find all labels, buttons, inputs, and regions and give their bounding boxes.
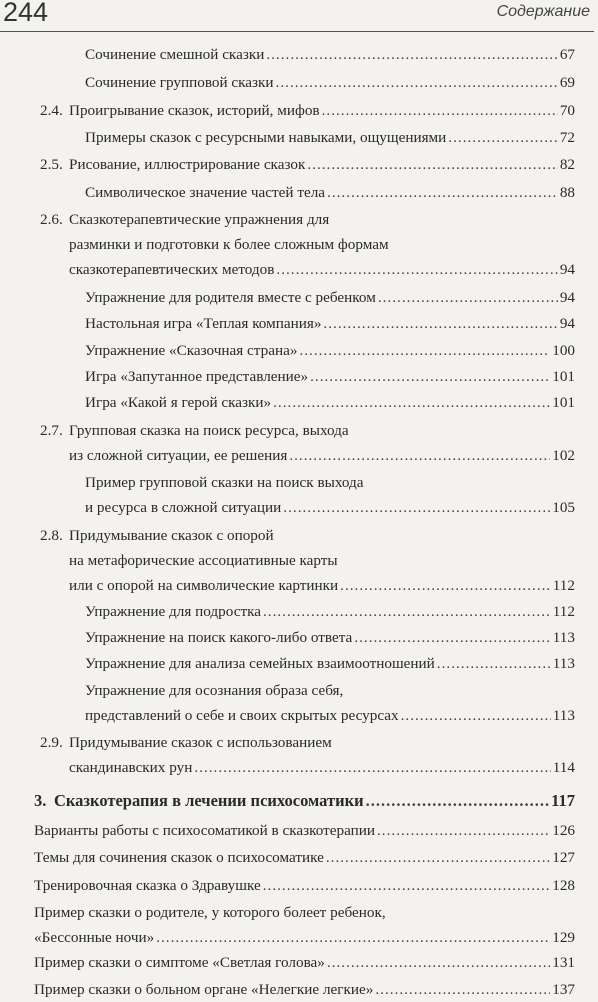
section-number: 3. [34, 791, 47, 810]
page-ref: 137 [552, 981, 575, 998]
toc-entry-title: Упражнение для осознания образа себя, [85, 682, 344, 699]
toc-entry-line [85, 651, 575, 676]
toc-entry[interactable] [85, 42, 575, 67]
toc-entry[interactable] [34, 977, 575, 1002]
page-ref: 102 [552, 447, 575, 464]
toc-entry-title: Пример сказки о больном органе «Нелегкие легкие» [34, 981, 374, 998]
dot-leader [437, 651, 551, 676]
toc-entry-title: скандинавских рун [69, 759, 193, 776]
toc-entry-line [85, 678, 575, 703]
toc-entry[interactable] [85, 180, 575, 205]
toc-entry-title: Придумывание сказок с опорой [69, 527, 274, 544]
toc-entry-title: Игра «Запутанное представление» [85, 368, 309, 385]
toc-entry-title: Сочинение смешной сказки [85, 46, 265, 63]
toc-entry-line [34, 925, 575, 950]
page-ref: 113 [552, 707, 575, 724]
toc-entry[interactable] [85, 470, 575, 520]
toc-entry-line [34, 950, 575, 975]
dot-leader [289, 443, 550, 468]
page-ref: 94 [559, 315, 575, 332]
page-ref: 127 [552, 849, 575, 866]
toc-entry-title: Темы для сочинения сказок о психосоматике [34, 849, 324, 866]
toc-entry[interactable] [85, 338, 575, 363]
page-ref: 105 [552, 499, 575, 516]
toc-entry[interactable] [40, 207, 575, 282]
dot-leader [273, 390, 550, 415]
toc-entry-title: Групповая сказка на поиск ресурса, выхода [69, 422, 349, 439]
toc-entry-title: Игра «Какой я герой сказки» [85, 394, 272, 411]
page-ref: 70 [559, 102, 575, 119]
toc-entry-line [40, 232, 575, 257]
toc-entry-line [34, 977, 575, 1002]
toc-entry-title: представлений о себе и своих скрытых ресурсах [85, 707, 399, 724]
dot-leader [263, 873, 551, 898]
section-number: 2.9. [40, 734, 63, 751]
dot-leader [327, 180, 558, 205]
toc-entry-line [40, 443, 575, 468]
toc-entry[interactable] [85, 678, 575, 728]
toc-entry-title: Упражнение «Сказочная страна» [85, 342, 298, 359]
dot-leader [156, 925, 550, 950]
toc-entry[interactable] [34, 873, 575, 898]
toc-entry-line [85, 285, 575, 310]
toc-entry-title: Упражнение для подростка [85, 603, 261, 620]
toc-entry-title: из сложной ситуации, ее решения [69, 447, 288, 464]
page-ref: 72 [559, 129, 575, 146]
dot-leader [354, 625, 550, 650]
toc-entry-title: «Бессонные ночи» [34, 929, 155, 946]
toc-entry[interactable] [85, 125, 575, 150]
toc-entry-line [40, 98, 575, 123]
toc-entry-title: Упражнение на поиск какого-либо ответа [85, 629, 353, 646]
toc-entry-title: разминки и подготовки к более сложным формам [69, 236, 389, 253]
toc-entry[interactable] [85, 390, 575, 415]
toc-entry-line [85, 70, 575, 95]
toc-entry[interactable] [85, 285, 575, 310]
section-number: 2.4. [40, 102, 63, 119]
page-ref: 112 [552, 577, 575, 594]
toc-entry-title: Настольная игра «Теплая компания» [85, 315, 322, 332]
toc-entry[interactable] [85, 311, 575, 336]
toc-entry[interactable] [85, 364, 575, 389]
section-number: 2.8. [40, 527, 63, 544]
page-ref: 101 [552, 394, 575, 411]
dot-leader [276, 70, 558, 95]
toc-entry-line [85, 364, 575, 389]
toc-entry-line [34, 845, 575, 870]
page-ref: 113 [552, 655, 575, 672]
page-ref: 82 [559, 156, 575, 173]
toc-entry-line [40, 418, 575, 443]
section-number: 2.7. [40, 422, 63, 439]
toc-entry-title: Варианты работы с психосоматикой в сказкотерапии [34, 822, 375, 839]
toc-entry-line [40, 548, 575, 573]
toc-entry[interactable] [34, 788, 575, 813]
section-number: 2.6. [40, 211, 63, 228]
toc-entry-line [40, 152, 575, 177]
page-ref: 94 [559, 289, 575, 306]
toc-entry-line [34, 900, 575, 925]
toc-entry[interactable] [34, 845, 575, 870]
toc-entry[interactable] [85, 70, 575, 95]
toc-entry-title: Символическое значение частей тела [85, 184, 326, 201]
toc-entry-line [85, 338, 575, 363]
page-ref: 112 [552, 603, 575, 620]
page-ref: 100 [552, 342, 575, 359]
toc-entry-line [40, 730, 575, 755]
toc-entry-line [40, 207, 575, 232]
toc-entry-title: Упражнение для родителя вместе с ребенком [85, 289, 376, 306]
toc-entry[interactable] [34, 900, 575, 950]
toc-entry[interactable] [40, 730, 575, 780]
page-ref: 88 [559, 184, 575, 201]
toc-entry-title: Сказкотерапия в лечении психосоматики [54, 791, 364, 810]
toc-entry-title: Сочинение групповой сказки [85, 74, 274, 91]
toc-entry-line [40, 573, 575, 598]
page-ref: 117 [551, 791, 575, 810]
toc-entry-title: на метафорические ассоциативные карты [69, 552, 338, 569]
toc-entry-line [85, 180, 575, 205]
toc-entry-line [40, 755, 575, 780]
page-header [0, 0, 598, 34]
dot-leader [340, 573, 551, 598]
dot-leader [194, 755, 550, 780]
toc-entry-title: и ресурса в сложной ситуации [85, 499, 282, 516]
toc-entry-title: Рисование, иллюстрирование сказок [69, 156, 306, 173]
toc-entry[interactable] [34, 818, 575, 843]
toc-entry[interactable] [85, 625, 575, 650]
toc-entry-line [34, 818, 575, 843]
toc-entry-line [85, 625, 575, 650]
page-ref: 113 [552, 629, 575, 646]
dot-leader [266, 42, 557, 67]
toc-entry-title: сказкотерапевтических методов [69, 261, 275, 278]
page-ref: 126 [552, 822, 575, 839]
dot-leader [299, 338, 550, 363]
dot-leader [307, 152, 557, 177]
toc-entry-title: Тренировочная сказка о Здравушке [34, 877, 261, 894]
dot-leader [327, 950, 550, 975]
toc-entry-title: Пример сказки о родителе, у которого болеет ребенок, [34, 904, 386, 921]
toc-entry-line [85, 470, 575, 495]
page-ref: 128 [552, 877, 575, 894]
toc-entry-line [85, 42, 575, 67]
page-ref: 67 [559, 46, 575, 63]
header-rule [0, 31, 594, 32]
page-ref: 131 [552, 954, 575, 971]
dot-leader [401, 703, 551, 728]
page-ref: 129 [552, 929, 575, 946]
dot-leader [448, 125, 558, 150]
toc-entry-title: Упражнение для анализа семейных взаимоотношений [85, 655, 435, 672]
dot-leader [366, 788, 550, 813]
toc-entry-title: Пример сказки о симптоме «Светлая голова» [34, 954, 325, 971]
toc-entry-title: Примеры сказок с ресурсными навыками, ощущениями [85, 129, 447, 146]
toc-entry[interactable] [85, 599, 575, 624]
page-ref: 94 [559, 261, 575, 278]
toc-entry-line [85, 311, 575, 336]
toc-entry-line [85, 125, 575, 150]
dot-leader [323, 311, 557, 336]
dot-leader [375, 977, 550, 1002]
dot-leader [322, 98, 558, 123]
toc-entry-line [40, 257, 575, 282]
page-ref: 114 [552, 759, 575, 776]
dot-leader [326, 845, 550, 870]
page-ref: 101 [552, 368, 575, 385]
dot-leader [263, 599, 551, 624]
dot-leader [378, 285, 558, 310]
dot-leader [276, 257, 557, 282]
toc-entry[interactable] [34, 950, 575, 975]
dot-leader [377, 818, 550, 843]
toc-entry-line [85, 390, 575, 415]
toc-entry[interactable] [40, 98, 575, 123]
toc-entry-line [85, 495, 575, 520]
dot-leader [283, 495, 550, 520]
section-number: 2.5. [40, 156, 63, 173]
toc-entry-line [34, 873, 575, 898]
toc-entry[interactable] [85, 651, 575, 676]
toc-entry-line [40, 523, 575, 548]
running-title: Содержание [496, 3, 590, 20]
toc-entry-line [85, 599, 575, 624]
toc-entry[interactable] [40, 152, 575, 177]
page-ref: 69 [559, 74, 575, 91]
toc-entry-title: Пример групповой сказки на поиск выхода [85, 474, 364, 491]
page-number: 244 [3, 0, 49, 27]
toc-entry-title: Придумывание сказок с использованием [69, 734, 332, 751]
toc-entry-title: Проигрывание сказок, историй, мифов [69, 102, 320, 119]
toc-entry-line [34, 788, 575, 813]
toc-entry-title: Сказкотерапевтические упражнения для [69, 211, 330, 228]
toc-entry[interactable] [40, 523, 575, 598]
toc-entry-line [85, 703, 575, 728]
toc-entry-title: или с опорой на символические картинки [69, 577, 339, 594]
dot-leader [310, 364, 550, 389]
toc-entry[interactable] [40, 418, 575, 468]
